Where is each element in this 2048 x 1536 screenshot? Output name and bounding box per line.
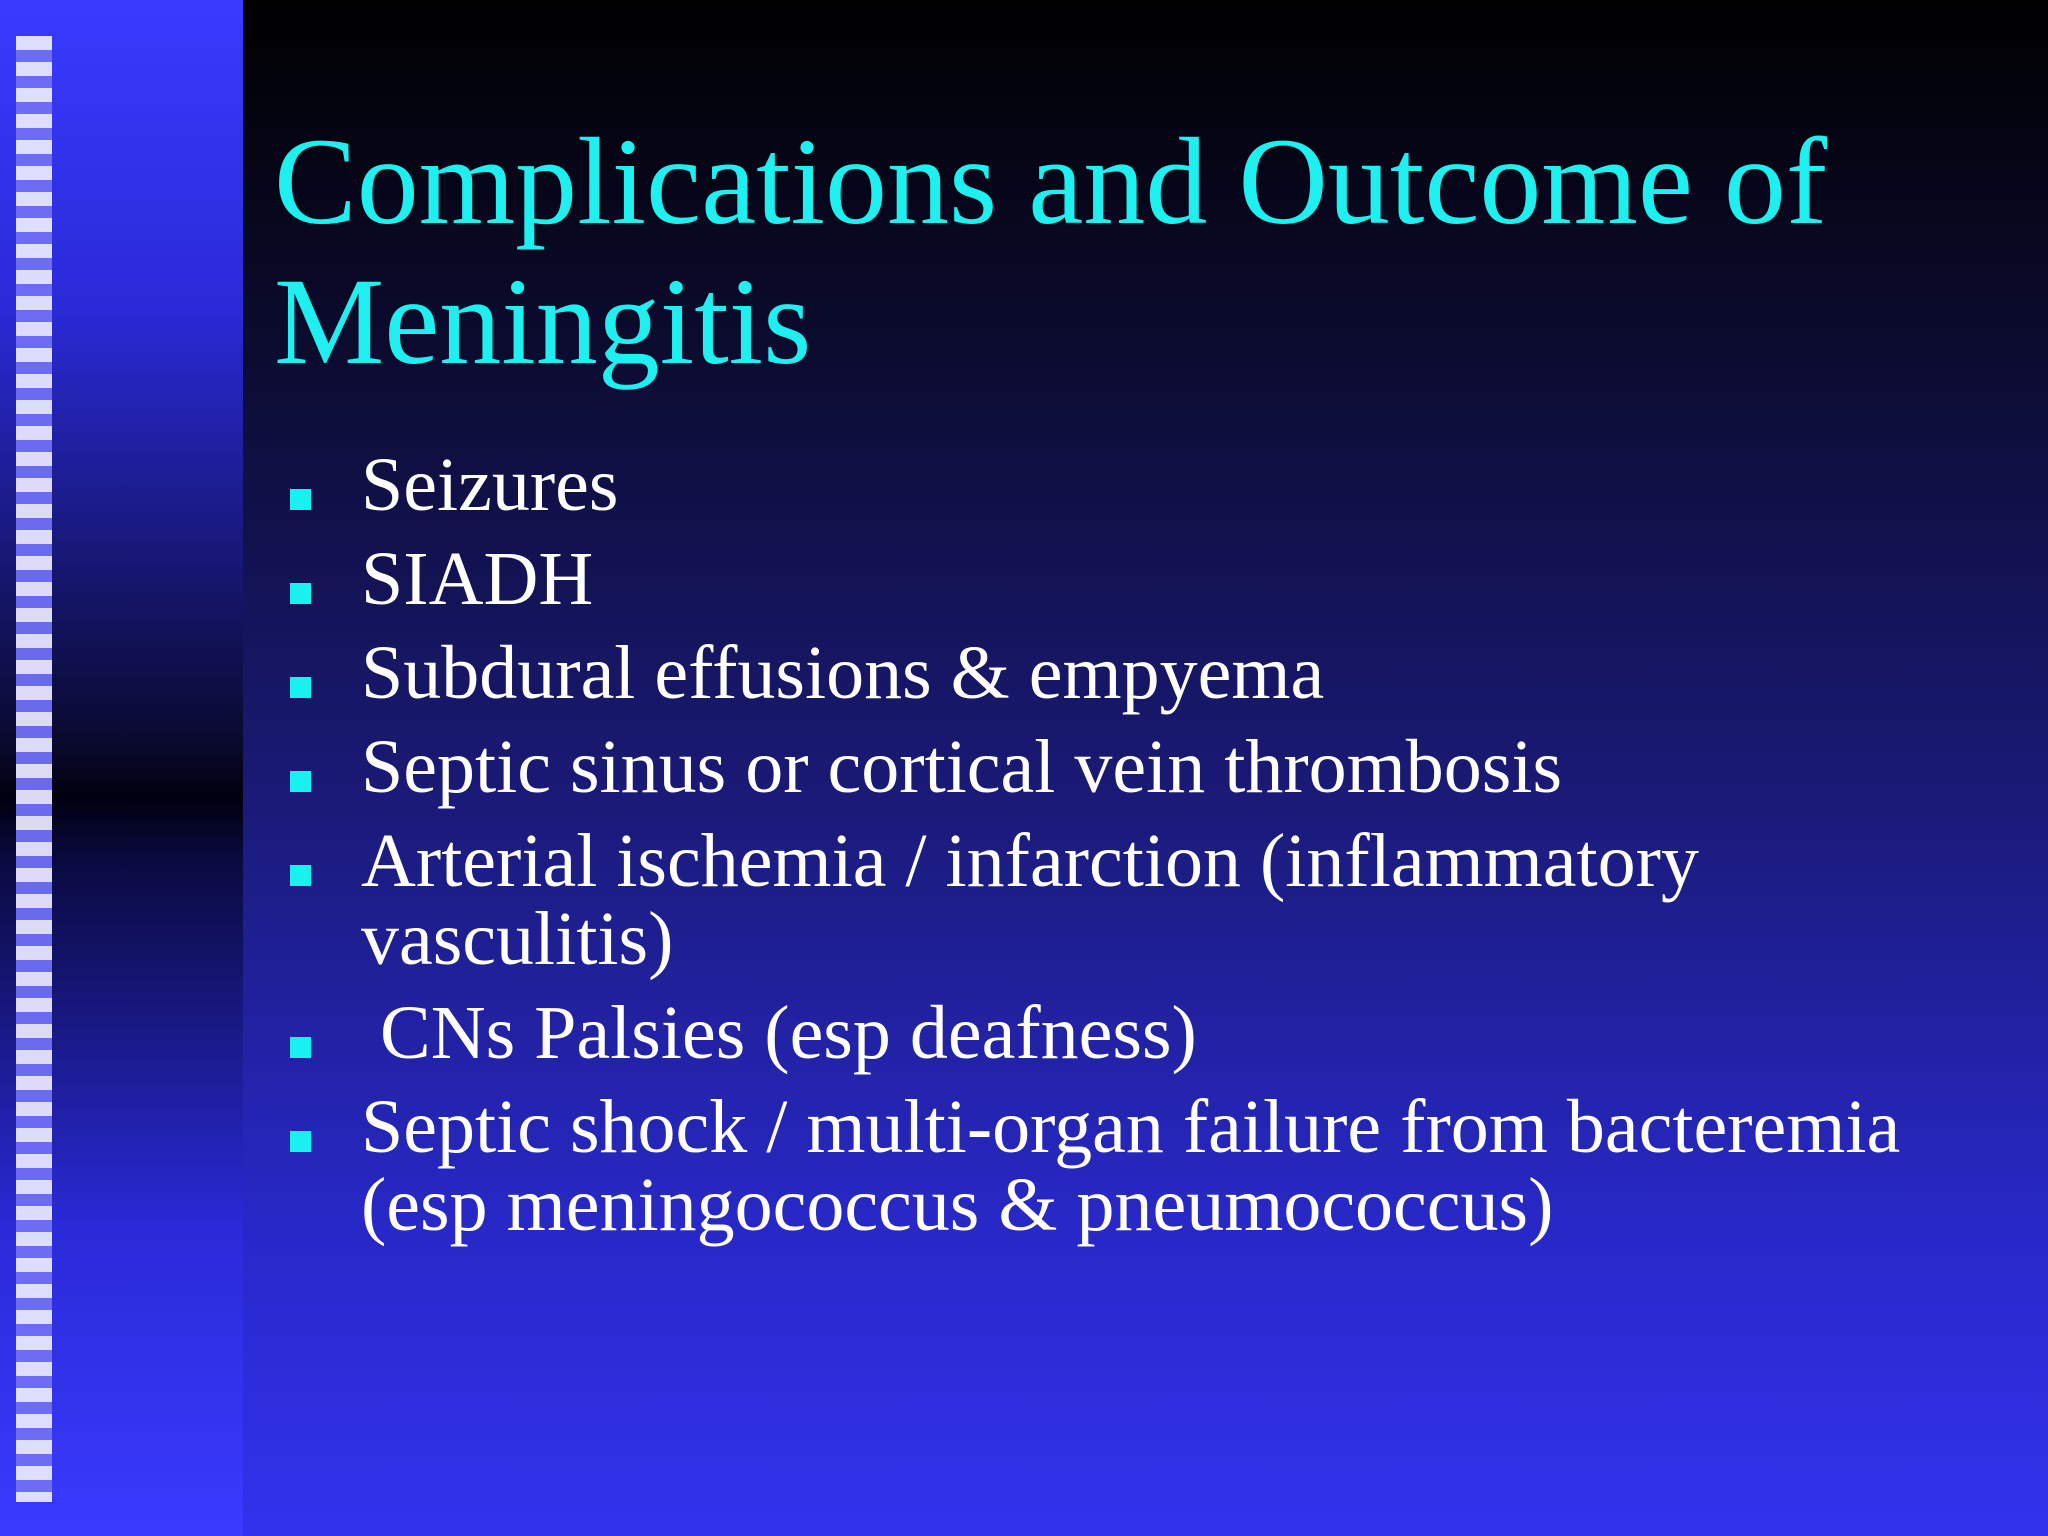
square-bullet-icon (290, 489, 311, 510)
square-bullet-icon (290, 583, 311, 604)
square-bullet-icon (290, 1037, 311, 1058)
bullet-text: CNs Palsies (esp deafness) (380, 991, 1197, 1075)
bullet-item (284, 991, 1994, 1075)
square-bullet-icon (290, 771, 311, 792)
bullet-item (284, 1085, 1994, 1247)
bullet-item (284, 537, 1994, 621)
bullet-item (284, 443, 1994, 527)
square-bullet-icon (290, 677, 311, 698)
square-bullet-icon (290, 865, 311, 886)
bullet-item (284, 725, 1994, 809)
square-bullet-icon (290, 1131, 311, 1152)
bullet-text: Septic sinus or cortical vein thrombosis (361, 725, 1563, 809)
film-strip-decoration (16, 36, 52, 1502)
slide-title: Complications and Outcome of Meningitis (274, 113, 1828, 390)
bullet-text: Seizures (361, 443, 619, 527)
bullet-text: Septic shock / multi-organ failure from bacteremia (esp meningococcus & pneumococcus) (361, 1085, 1901, 1247)
bullet-text: SIADH (361, 537, 594, 621)
bullet-text: Arterial ischemia / infarction (inflammatory vasculitis) (361, 819, 1699, 981)
bullet-item (284, 631, 1994, 715)
bullet-list (284, 443, 1994, 1260)
bullet-item (284, 819, 1994, 981)
bullet-text: Subdural effusions & empyema (361, 631, 1325, 715)
